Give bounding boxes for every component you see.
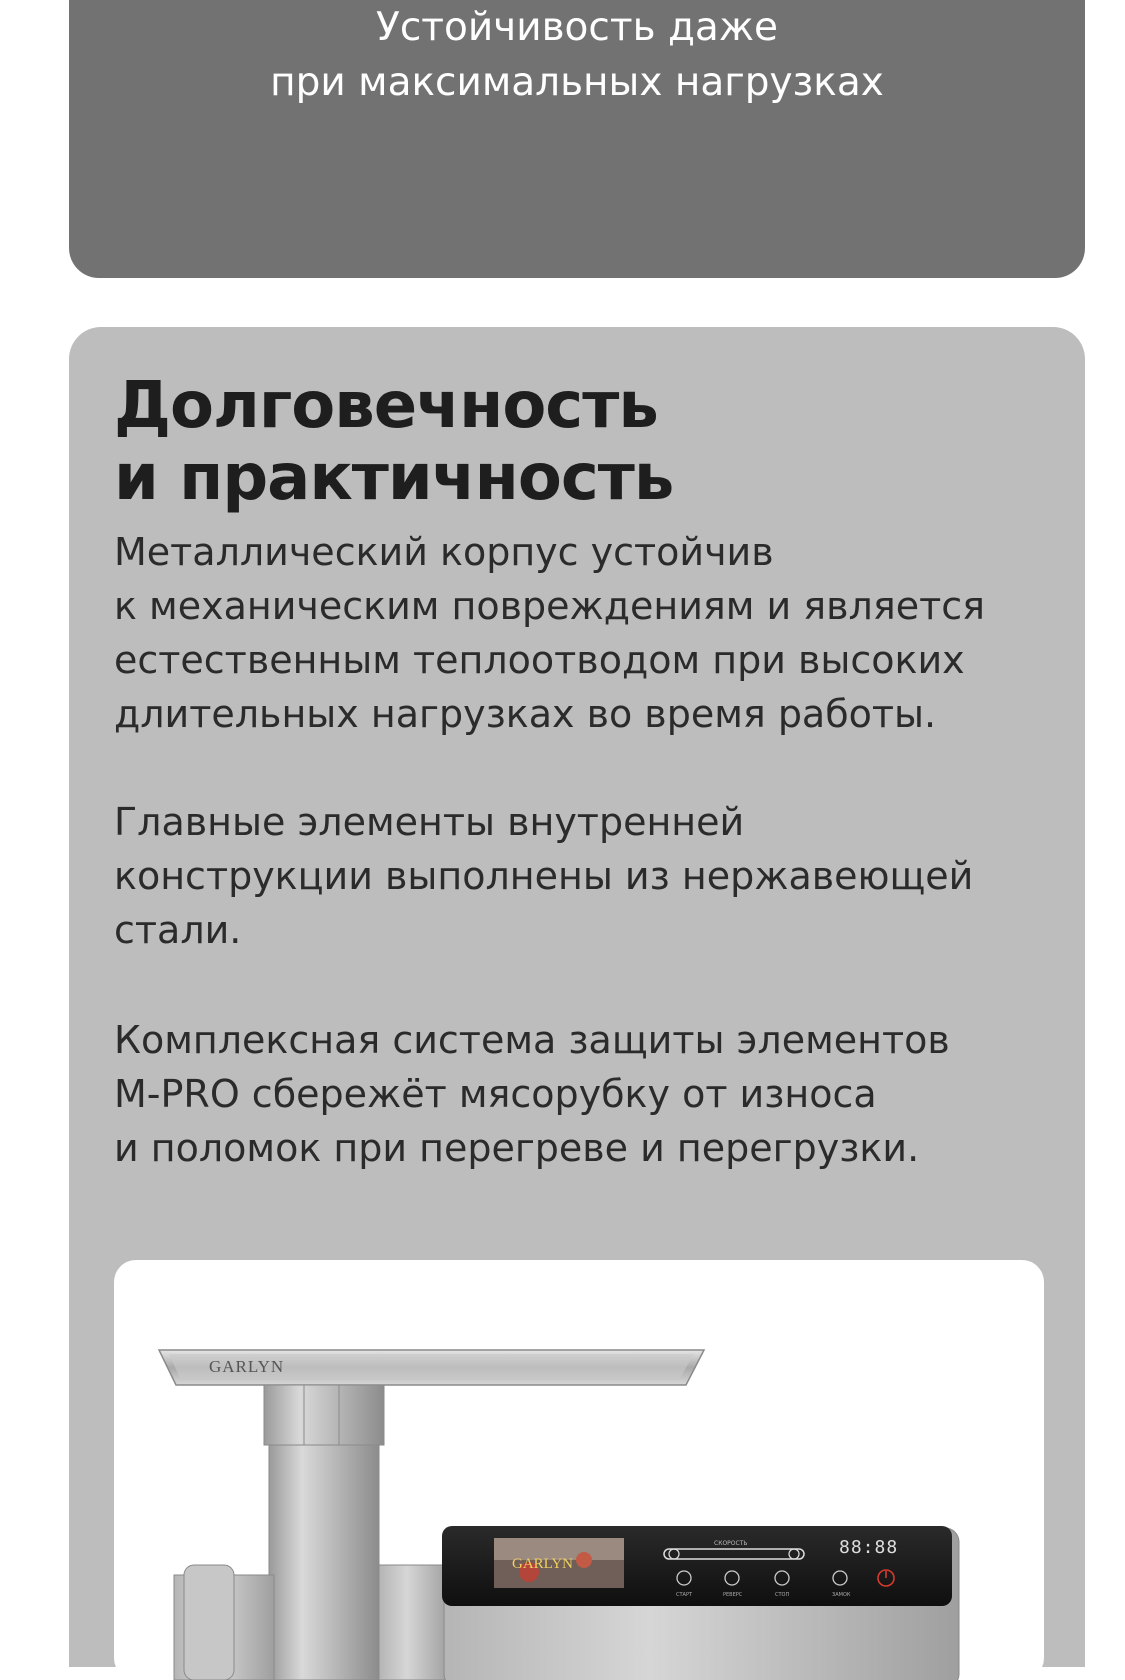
speed-label: СКОРОСТЬ [714,1540,748,1547]
screen-brand-text: GARLYN [512,1556,573,1572]
panel-preview-screen [494,1538,624,1588]
durability-heading [114,370,673,514]
p1-line4: длительных нагрузках во время работы. [114,692,937,736]
steel-paragraph [114,795,1054,957]
p2-line1: Главные элементы внутренней [114,800,745,844]
p3-line1: Комплексная система защиты элементов [114,1018,950,1062]
feed-neck [264,1385,384,1680]
stop-label: СТОП [775,1592,790,1598]
p2-line3: стали. [114,908,242,952]
stability-caption [69,0,1085,110]
p1-line2: к механическим повреждениям и является [114,584,985,628]
metal-body-paragraph [114,525,1054,741]
reverse-label: РЕВЕРС [723,1592,743,1598]
lock-label: ЗАМОК [832,1592,851,1598]
heading-line2: и практичность [114,441,674,515]
p3-line2: M-PRO сбережёт мясорубку от износа [114,1072,877,1116]
tray-brand-text: GARLYN [209,1357,285,1376]
p1-line3: естественным теплоотводом при высоких [114,638,965,682]
start-label: СТАРТ [676,1592,693,1598]
stability-caption-line2: при максимальных нагрузках [270,60,884,105]
p2-line2: конструкции выполнены из нержавеющей [114,854,974,898]
hopper-tray [159,1350,704,1385]
meat-grinder-photo [114,1260,1044,1680]
protection-paragraph [114,1013,1054,1175]
meat-grinder-illustration [114,1260,1044,1680]
stability-card [69,0,1085,278]
stability-caption-line1: Устойчивость даже [376,5,778,50]
p1-line1: Металлический корпус устойчив [114,530,774,574]
durability-card [69,327,1085,1667]
p3-line3: и поломок при перегреве и перегрузки. [114,1126,920,1170]
heading-line1: Долговечность [114,369,658,443]
timer-display: 88:88 [839,1537,899,1558]
